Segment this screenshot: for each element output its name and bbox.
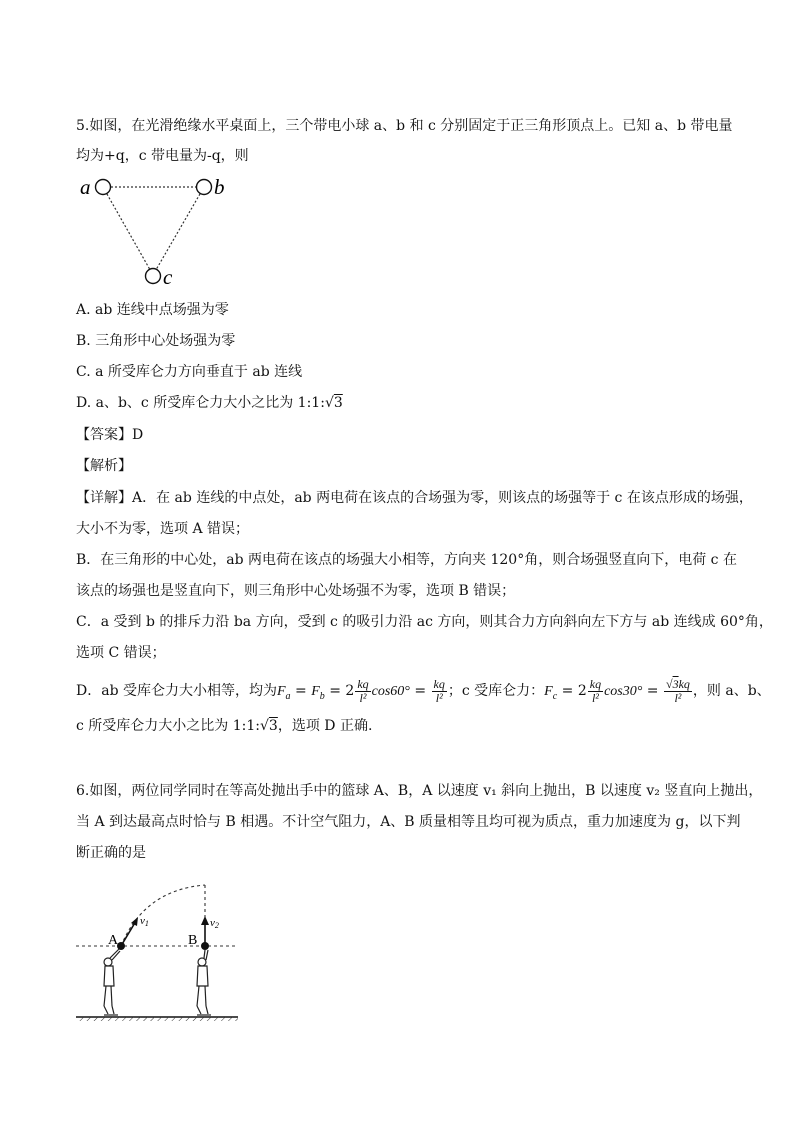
sqrt3-2: 3	[268, 718, 278, 734]
eq3: =	[409, 683, 431, 699]
force-b-symbol: F	[311, 684, 320, 699]
exp-a-line1: 【详解】A．在 ab 连线的中点处，ab 两电荷在该点的合场强为零，则该点的场强等于 c 在该点形成的场强，	[76, 490, 753, 506]
exp-d-intro: D．ab 受库仑力大小相等，均为	[76, 683, 277, 699]
fraction-kq-l2	[355, 678, 370, 705]
frac-num-3: kq	[589, 676, 602, 691]
q5-option-d: D. a、b、c 所受库仑力大小之比为 1:1:√3	[76, 395, 343, 411]
charge-c	[146, 269, 161, 284]
semicolon: ；	[447, 683, 462, 699]
label-b: b	[214, 175, 225, 199]
force-c-sub: c	[552, 690, 558, 702]
frac-den: l²	[359, 690, 367, 705]
q6-stem-line1: 6.如图，两位同学同时在等高处抛出手中的篮球 A、B，A 以速度 v₁ 斜向上抛出，B 以速度 v₂ 竖直向上抛出，	[76, 783, 763, 799]
fraction-sqrt3kq-l2	[664, 678, 692, 705]
q5-option-a: A. ab 连线中点场强为零	[76, 302, 229, 318]
frac-sqrt3: 3	[672, 676, 679, 691]
answer: 【答案】D	[76, 427, 144, 443]
velocity-v2-arrowhead	[201, 916, 209, 925]
exp-b-line2: 该点的场强也是竖直向下，则三角形中心处场强不为零，选项 B 错误；	[76, 583, 516, 599]
velocity-v1-arrow	[121, 921, 136, 946]
exp-d-line2: c 所受库仑力大小之比为 1:1:√3，选项 D 正确.	[76, 718, 373, 734]
exp-d-then: ，则 a、b、	[692, 683, 771, 699]
frac-den-4: l²	[674, 690, 682, 705]
fraction-kq-l2-c	[588, 678, 603, 705]
eq5: =	[642, 683, 663, 699]
force-a-sub: a	[285, 690, 291, 702]
q5-option-b: B. 三角形中心处场强为零	[76, 333, 236, 349]
analysis-heading: 【解析】	[76, 458, 132, 474]
triangle-charges-figure	[76, 170, 246, 290]
q6-stem-line2: 当 A 到达最高点时恰与 B 相遇。不计空气阻力，A、B 质量相等且均可视为质点，重力加速度为 g，以下判	[76, 814, 741, 830]
label-ball-b: B	[188, 933, 198, 948]
label-a: a	[80, 175, 91, 199]
q5-stem-line1: 5.如图，在光滑绝缘水平桌面上，三个带电小球 a、b 和 c 分别固定于正三角形顶点上。已知 a、b 带电量	[76, 118, 733, 134]
frac-num: kq	[357, 676, 369, 691]
force-b-sub: b	[319, 690, 325, 702]
q5-option-c: C. a 所受库仑力方向垂直于 ab 连线	[76, 364, 303, 380]
exp-c-line2: 选项 C 错误；	[76, 645, 166, 661]
charge-a	[96, 180, 111, 195]
frac-num-sqrt: √3kq	[665, 676, 690, 691]
label-v1: v1	[140, 915, 149, 928]
q6-stem-line3: 断正确的是	[76, 845, 146, 861]
eq1: =	[290, 683, 312, 699]
exp-d-ratio: c 所受库仑力大小之比为 1:1:	[76, 718, 260, 734]
person-a-icon	[104, 949, 120, 1015]
label-c: c	[163, 265, 173, 289]
edge-ac	[103, 187, 153, 275]
q5-stem-line2: 均为+q，c 带电量为-q，则	[76, 148, 249, 164]
ball-a	[117, 942, 125, 950]
edge-bc	[153, 187, 204, 275]
force-a-symbol: F	[276, 684, 286, 699]
frac-kq: kq	[678, 676, 690, 691]
exp-d-line1	[76, 676, 771, 712]
ball-b	[201, 942, 209, 950]
exp-a-line2: 大小不为零，选项 A 错误；	[76, 521, 250, 537]
velocity-v1-arrowhead	[131, 917, 138, 926]
fraction-kq-l2-result	[432, 678, 447, 705]
coef-two: 2	[345, 683, 355, 699]
frac-num-2: kq	[433, 676, 445, 691]
exp-c-line1: C．a 受到 b 的排斥力沿 ba 方向，受到 c 的吸引力沿 ac 方向，则其合力方向斜向左下方与 ab 连线成 60°角，	[76, 614, 773, 630]
person-b-icon	[197, 950, 211, 1015]
frac-den-2: l²	[435, 690, 443, 705]
sqrt3: 3	[333, 395, 343, 411]
basketball-throw-figure	[74, 878, 244, 1028]
exp-d-conclusion: ，选项 D 正确.	[277, 718, 373, 734]
label-v2: v2	[210, 917, 219, 930]
ground-hatch	[76, 1017, 238, 1021]
label-ball-a: A	[108, 933, 119, 948]
eq4: =	[557, 683, 578, 699]
exp-b-line1: B．在三角形的中心处，ab 两电荷在该点的场强大小相等，方向夹 120°角，则合场强竖直向下，电荷 c 在	[76, 552, 737, 568]
eq2: =	[324, 683, 346, 699]
force-c-symbol: F	[544, 684, 553, 699]
exp-d-c-force: c 受库仑力：	[461, 683, 545, 699]
cos60: cos60°	[371, 684, 410, 699]
q5-option-d-text: D. a、b、c 所受库仑力大小之比为 1:1:	[76, 395, 325, 411]
frac-den-3: l²	[591, 690, 599, 705]
cos30: cos30°	[604, 684, 643, 699]
charge-b	[197, 180, 212, 195]
coef-two-2: 2	[577, 683, 587, 699]
